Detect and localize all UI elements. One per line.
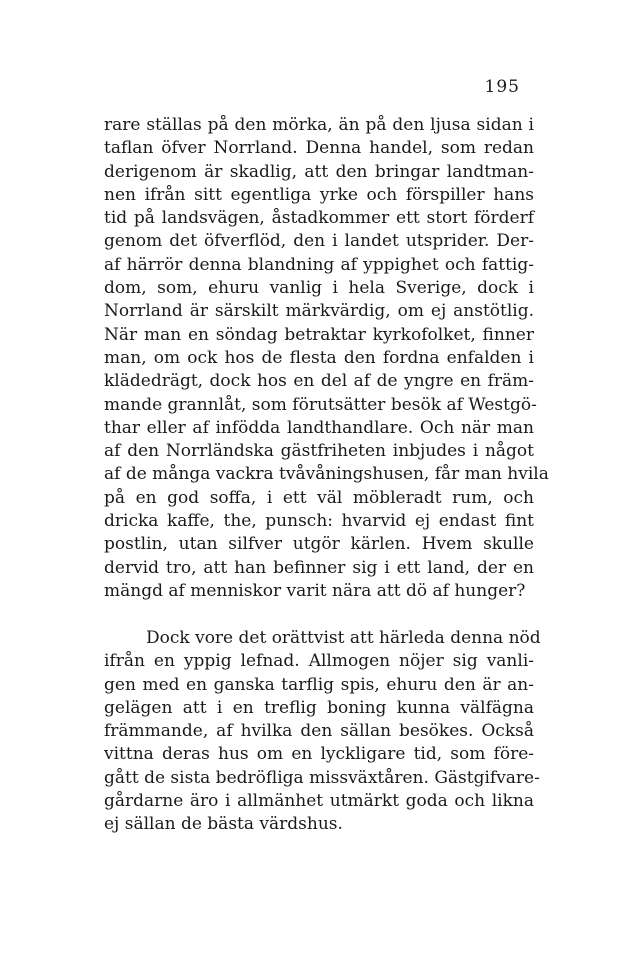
- text-line: När man en söndag betraktar kyrkofolket, finner: [104, 324, 534, 345]
- paragraph-1: [104, 114, 549, 603]
- text-line: gått de sista bedröfliga missväxtåren. Gästgifvare-: [104, 767, 540, 788]
- text-line: gårdarne äro i allmänhet utmärkt goda och likna: [104, 791, 534, 812]
- text-line: derigenom är skadlig, att den bringar landtman-: [104, 161, 534, 182]
- text-line: på en god soffa, i ett väl möbleradt rum, och: [104, 487, 534, 508]
- text-line: gen med en ganska tarflig spis, ehuru den är an-: [104, 674, 534, 695]
- text-line: tid på landsvägen, åstadkommer ett stort förderf: [104, 208, 534, 229]
- text-line: af härrör denna blandning af yppighet och fattig-: [104, 254, 534, 275]
- paragraph-2: [104, 627, 541, 837]
- text-line: Norrland är särskilt märkvärdig, om ej anstötlig.: [104, 301, 534, 322]
- text-line: mande grannlåt, som förutsätter besök af Westgö-: [104, 394, 537, 415]
- text-line: rare ställas på den mörka, än på den ljusa sidan i: [104, 115, 534, 135]
- text-line: man, om ock hos de flesta den fordna enfalden i: [104, 347, 534, 368]
- text-line: klädedrägt, dock hos en del af de yngre en främ-: [104, 371, 534, 392]
- text-line: dricka kaffe, the, punsch: hvarvid ej endast fint: [104, 511, 534, 532]
- text-line: vittna deras hus om en lyckligare tid, som före-: [104, 744, 534, 765]
- text-line: af den Norrländska gästfriheten inbjudes i något: [104, 441, 534, 462]
- text-line: thar eller af infödda landthandlare. Och när man: [104, 417, 534, 438]
- text-line: dervid tro, att han befinner sig i ett land, der en: [104, 557, 534, 578]
- text-line: dom, som, ehuru vanlig i hela Sverige, dock i: [104, 278, 534, 299]
- text-line: mängd af menniskor varit nära att dö af hunger?: [104, 580, 526, 601]
- text-line: taflan öfver Norrland. Denna handel, som redan: [104, 138, 534, 159]
- text-line: postlin, utan silfver utgör kärlen. Hvem skulle: [104, 534, 534, 555]
- page-number: 195: [484, 77, 520, 97]
- text-line: gelägen att i en treflig boning kunna välfägna: [104, 697, 534, 718]
- text-line: af de många vackra tvåvåningshusen, får man hvila: [104, 464, 549, 485]
- text-line: genom det öfverflöd, den i landet utsprider. Der-: [104, 231, 534, 252]
- text-line: ej sällan de bästa värdshus.: [104, 814, 343, 835]
- text-line: ifrån en yppig lefnad. Allmogen nöjer sig vanli-: [104, 651, 534, 672]
- text-line: Dock vore det orättvist att härleda denna nöd: [146, 628, 541, 648]
- text-line: främmande, af hvilka den sällan besökes. Också: [104, 721, 534, 742]
- text-line: nen ifrån sitt egentliga yrke och förspiller hans: [104, 184, 534, 205]
